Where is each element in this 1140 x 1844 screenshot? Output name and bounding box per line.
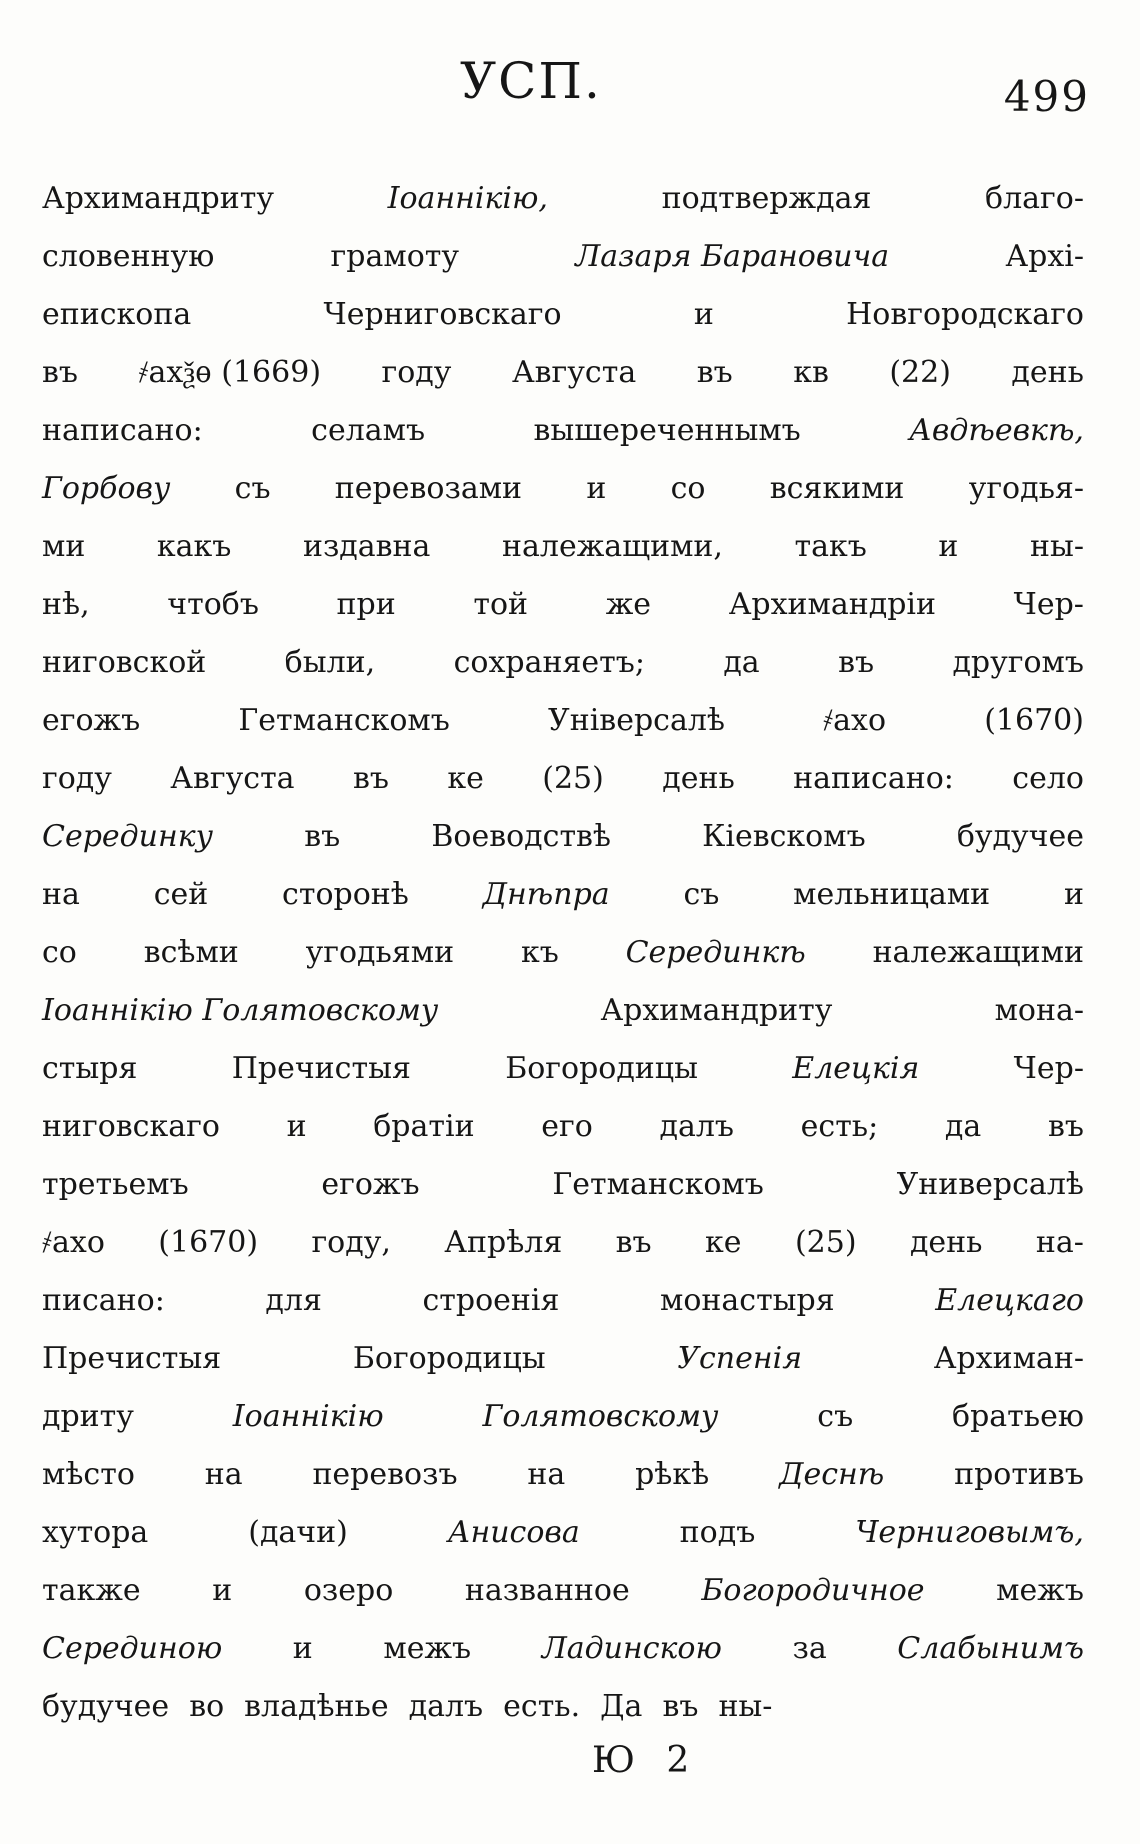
word: перевозами — [334, 471, 523, 506]
italic-word: Іоаннікію — [232, 1399, 384, 1434]
text-line — [42, 228, 1084, 286]
word: въ — [42, 355, 78, 390]
word: селамъ — [311, 413, 426, 448]
italic-word: Ладинскою — [541, 1631, 722, 1666]
word: день — [909, 1225, 983, 1260]
italic-word: Успенія — [677, 1341, 803, 1376]
word: со — [42, 935, 77, 970]
italic-word: Іоаннікію, — [387, 181, 548, 216]
word: Воеводствѣ — [431, 819, 612, 854]
word: написано: — [42, 413, 203, 448]
word: Архимандриту — [600, 993, 833, 1028]
italic-word: Голятовскому — [482, 1399, 719, 1434]
word: ҂ахо — [823, 703, 887, 738]
word: Августа — [511, 355, 637, 390]
italic-word: Авдѣевкѣ, — [909, 413, 1084, 448]
word: съ — [817, 1399, 854, 1434]
word: угодья- — [968, 471, 1084, 506]
word: Пречистыя — [42, 1341, 222, 1376]
word: есть; — [800, 1109, 879, 1144]
word: Апрѣля — [444, 1225, 563, 1260]
word: и — [292, 1631, 313, 1666]
word: (1670) — [158, 1225, 259, 1260]
word: противъ — [954, 1457, 1084, 1492]
text-line — [42, 1678, 1084, 1736]
italic-word: Слабынимъ — [897, 1631, 1084, 1666]
word: году, — [311, 1225, 391, 1260]
italic-word: Богородичное — [701, 1573, 925, 1608]
word: (22) — [889, 355, 951, 390]
word: строенія — [422, 1283, 560, 1318]
word: чтобъ — [167, 587, 259, 622]
text-line — [42, 1504, 1084, 1562]
italic-word: Днѣпра — [482, 877, 610, 912]
word: Черниговскаго — [323, 297, 562, 332]
word: же — [605, 587, 652, 622]
word: ны- — [718, 1689, 773, 1724]
text-line — [42, 1040, 1084, 1098]
word: да — [944, 1109, 982, 1144]
word: ҂ахо — [42, 1225, 105, 1260]
word: межъ — [996, 1573, 1084, 1608]
word: Архиман- — [933, 1341, 1084, 1376]
word: Новгородскаго — [846, 297, 1084, 332]
word: и — [693, 297, 714, 332]
word: рѣкѣ — [635, 1457, 710, 1492]
word: такъ — [794, 529, 867, 564]
word: далъ — [659, 1109, 734, 1144]
word: издавна — [302, 529, 431, 564]
word: перевозъ — [312, 1457, 458, 1492]
italic-word: Анисова — [447, 1515, 580, 1550]
word: кв — [793, 355, 829, 390]
word: всѣми — [143, 935, 239, 970]
italic-word: Елецкаго — [935, 1283, 1084, 1318]
text-line — [42, 1388, 1084, 1446]
word: стыря — [42, 1051, 138, 1086]
word: есть. — [503, 1689, 581, 1724]
word: во — [189, 1689, 225, 1724]
text-line — [42, 286, 1084, 344]
text-line — [42, 402, 1084, 460]
word: и — [938, 529, 959, 564]
text-line — [42, 1272, 1084, 1330]
page-number: 499 — [1003, 72, 1090, 121]
word: Пречистыя — [231, 1051, 411, 1086]
word: и — [212, 1573, 233, 1608]
italic-word: Черниговымъ, — [855, 1515, 1084, 1550]
word: въ — [662, 1689, 699, 1724]
text-line — [42, 750, 1084, 808]
word: братьею — [952, 1399, 1084, 1434]
word: вышереченнымъ — [533, 413, 801, 448]
italic-word: Лазаря Барановича — [575, 239, 890, 274]
word: (дачи) — [248, 1515, 348, 1550]
word: епископа — [42, 297, 192, 332]
word: Чер- — [1013, 1051, 1084, 1086]
word: дриту — [42, 1399, 134, 1434]
text-line — [42, 1562, 1084, 1620]
word: подъ — [679, 1515, 756, 1550]
word: день — [1011, 355, 1084, 390]
word: будучее — [42, 1689, 170, 1724]
word: егожъ — [42, 703, 141, 738]
word: Гетманскомъ — [552, 1167, 764, 1202]
word: мона- — [994, 993, 1084, 1028]
word: село — [1012, 761, 1084, 796]
word: какъ — [156, 529, 232, 564]
word: всякими — [769, 471, 905, 506]
text-line — [42, 1098, 1084, 1156]
text-line — [42, 808, 1084, 866]
word: будучее — [956, 819, 1084, 854]
word: Кіевскомъ — [702, 819, 866, 854]
word: въ — [352, 761, 389, 796]
word: на — [527, 1457, 566, 1492]
italic-word: Серединою — [42, 1631, 223, 1666]
word: монастыря — [659, 1283, 835, 1318]
word: Унiверсалѣ — [548, 703, 725, 738]
word: въ — [304, 819, 341, 854]
text-line — [42, 634, 1084, 692]
word: названное — [464, 1573, 630, 1608]
word: озеро — [303, 1573, 394, 1608]
word: егожъ — [321, 1167, 420, 1202]
word: въ — [838, 645, 875, 680]
text-line — [42, 692, 1084, 750]
text-line — [42, 1330, 1084, 1388]
word: братіи — [373, 1109, 475, 1144]
word: (25) — [542, 761, 604, 796]
word: на- — [1035, 1225, 1084, 1260]
word: и — [286, 1109, 307, 1144]
word: (25) — [794, 1225, 857, 1260]
word: Архимандриту — [42, 181, 274, 216]
word: нѣ, — [42, 587, 90, 622]
text-line — [42, 866, 1084, 924]
text-line — [42, 1214, 1084, 1272]
text-line — [42, 1156, 1084, 1214]
word: словенную — [42, 239, 215, 274]
word: его — [541, 1109, 593, 1144]
italic-word: Деснѣ — [779, 1457, 885, 1492]
word: Чер- — [1013, 587, 1084, 622]
word: мельницами — [793, 877, 991, 912]
text-line — [42, 518, 1084, 576]
word: къ — [520, 935, 559, 970]
word: за — [792, 1631, 827, 1666]
word: сторонѣ — [282, 877, 409, 912]
italic-word: Іоаннікію Голятовскому — [42, 993, 439, 1028]
word: ниговской — [42, 645, 207, 680]
word: да — [723, 645, 760, 680]
text-line — [42, 576, 1084, 634]
word: Богородицы — [505, 1051, 698, 1086]
word: далъ — [408, 1689, 484, 1724]
word: хутора — [42, 1515, 149, 1550]
text-line — [42, 1446, 1084, 1504]
word: владѣнье — [244, 1689, 389, 1724]
running-head: УСП. — [460, 52, 602, 110]
word: мѣсто — [42, 1457, 135, 1492]
word: третьемъ — [42, 1167, 189, 1202]
word: при — [336, 587, 396, 622]
word: ке — [705, 1225, 742, 1260]
word: ми — [42, 529, 86, 564]
italic-word: Серединкѣ — [625, 935, 806, 970]
word: Архимандріи — [728, 587, 937, 622]
word: въ — [615, 1225, 652, 1260]
word: были, — [284, 645, 376, 680]
italic-word: Елецкія — [792, 1051, 920, 1086]
word: ны- — [1029, 529, 1084, 564]
word: Гетманскомъ — [238, 703, 450, 738]
word: Августа — [170, 761, 295, 796]
word: той — [473, 587, 529, 622]
word: въ — [1047, 1109, 1084, 1144]
word: писано: — [42, 1283, 165, 1318]
word: другомъ — [952, 645, 1084, 680]
word: (1670) — [984, 703, 1084, 738]
word: угодьями — [305, 935, 455, 970]
word: благо- — [985, 181, 1084, 216]
word: сохраняетъ; — [453, 645, 645, 680]
word: належащими, — [502, 529, 723, 564]
word: ниговскаго — [42, 1109, 220, 1144]
italic-word: Серединку — [42, 819, 214, 854]
word: на — [204, 1457, 243, 1492]
word: написано: — [793, 761, 954, 796]
word: въ — [696, 355, 733, 390]
word: году — [42, 761, 112, 796]
word: сей — [153, 877, 209, 912]
text-line — [42, 460, 1084, 518]
word: съ — [234, 471, 271, 506]
word: Богородицы — [352, 1341, 546, 1376]
word: Универсалѣ — [896, 1167, 1084, 1202]
word: подтверждая — [661, 181, 872, 216]
word: на — [42, 877, 80, 912]
word: належащими — [872, 935, 1084, 970]
italic-word: Горбову — [42, 471, 171, 506]
word: межъ — [383, 1631, 472, 1666]
word: ке — [447, 761, 484, 796]
word: ҂ахѯѳ (1669) — [138, 355, 322, 390]
text-line — [42, 344, 1084, 402]
word: Да — [600, 1689, 643, 1724]
body-text — [42, 170, 1084, 1736]
word: для — [265, 1283, 322, 1318]
word: со — [670, 471, 706, 506]
word: съ — [683, 877, 720, 912]
word: также — [42, 1573, 141, 1608]
word: Архі- — [1005, 239, 1084, 274]
word: и — [586, 471, 607, 506]
text-line — [42, 1620, 1084, 1678]
text-line — [42, 924, 1084, 982]
text-line — [42, 170, 1084, 228]
word: и — [1063, 877, 1084, 912]
signature-mark: Ю 2 — [592, 1740, 700, 1781]
word: грамоту — [330, 239, 459, 274]
word: году — [381, 355, 452, 390]
text-line — [42, 982, 1084, 1040]
word: день — [662, 761, 735, 796]
